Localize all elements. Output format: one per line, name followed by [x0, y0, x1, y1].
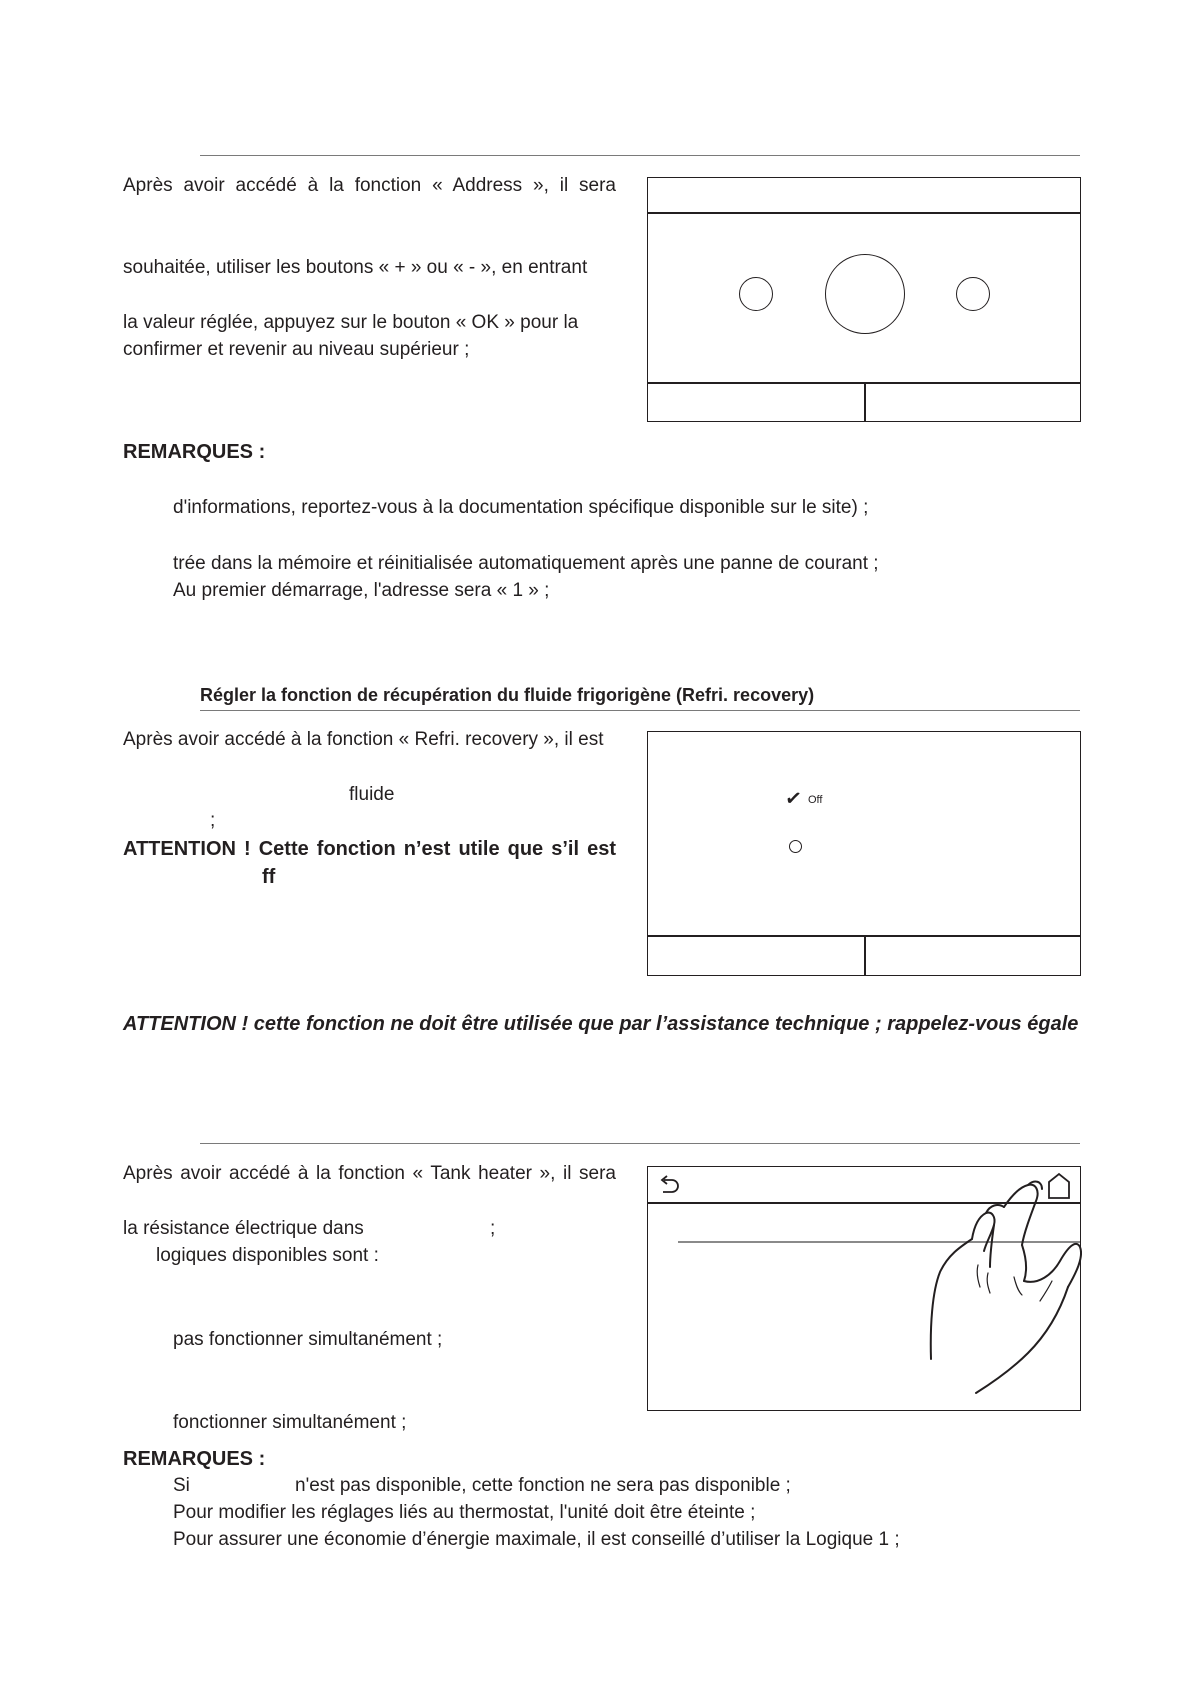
screen-footer-split [864, 382, 866, 422]
plus-button[interactable] [956, 277, 990, 311]
address-remark-2: trée dans la mémoire et réinitialisée automatiquement après une panne de courant ; [173, 553, 879, 574]
address-paragraph-line-4: confirmer et revenir au niveau supérieur ; [123, 339, 470, 360]
refri-technical-warning: ATTENTION ! cette fonction ne doit être utilisée que par l’assistance technique ; rappelez-vous égale [123, 1013, 1079, 1035]
on-option-radio[interactable] [789, 840, 802, 853]
off-option-label: Off [808, 794, 823, 806]
section-rule-refri [200, 710, 1080, 711]
address-paragraph-line-3: la valeur réglée, appuyez sur le bouton « OK » pour la [123, 312, 579, 333]
address-screen-illustration [647, 177, 1081, 422]
tank-remarques-title: REMARQUES : [123, 1448, 266, 1470]
refri-section-heading: Régler la fonction de récupération du fluide frigorigène (Refri. recovery) [200, 685, 815, 705]
tank-screen-illustration [647, 1166, 1081, 1411]
tank-paragraph-line-1: Après avoir accédé à la fonction « Tank heater », il sera [123, 1163, 616, 1184]
tank-remark-1-end: n'est pas disponible, cette fonction ne sera pas disponible ; [295, 1475, 791, 1496]
pointing-hand-icon [928, 1177, 1082, 1409]
refri-screen-illustration [647, 731, 1081, 976]
tank-paragraph-line-2: la résistance électrique dans [123, 1218, 364, 1239]
tank-logic-2-text: fonctionner simultanément ; [173, 1412, 407, 1433]
refri-paragraph-fluide: fluide [349, 784, 395, 805]
screen-footer-split [864, 935, 866, 975]
address-remark-1: d'informations, reportez-vous à la documentation spécifique disponible sur le site) ; [173, 497, 869, 518]
section-rule-tank [200, 1143, 1080, 1144]
refri-attention-line-1: ATTENTION ! Cette fonction n’est utile que s’il est [123, 838, 616, 860]
tank-remark-3: Pour assurer une économie d’énergie maximale, il est conseillé d’utiliser la Logique 1 ; [173, 1529, 900, 1550]
tank-remark-1-start: Si [173, 1475, 190, 1496]
address-remark-3: Au premier démarrage, l'adresse sera « 1 » ; [173, 580, 550, 601]
address-paragraph-line-1: Après avoir accédé à la fonction « Address », il sera [123, 175, 616, 196]
tank-logic-1-text: pas fonctionner simultanément ; [173, 1329, 443, 1350]
address-paragraph-line-2: souhaitée, utiliser les boutons « + » ou « - », en entrant [123, 257, 588, 278]
tank-paragraph-line-3: logiques disponibles sont : [156, 1245, 379, 1266]
section-rule-address [200, 155, 1080, 156]
ok-button[interactable] [825, 254, 905, 334]
address-remarques-title: REMARQUES : [123, 441, 266, 463]
tank-remark-2: Pour modifier les réglages liés au thermostat, l'unité doit être éteinte ; [173, 1502, 756, 1523]
tank-paragraph-line-2-end: ; [490, 1218, 496, 1239]
refri-paragraph-line-1: Après avoir accédé à la fonction « Refri. recovery », il est [123, 729, 604, 750]
refri-attention-line-2: ff [262, 866, 276, 888]
back-icon[interactable] [658, 1175, 682, 1197]
checkmark-icon[interactable]: ✓ [783, 786, 804, 812]
minus-button[interactable] [739, 277, 773, 311]
refri-paragraph-semicolon: ; [210, 810, 216, 831]
screen-header-divider [648, 212, 1080, 214]
